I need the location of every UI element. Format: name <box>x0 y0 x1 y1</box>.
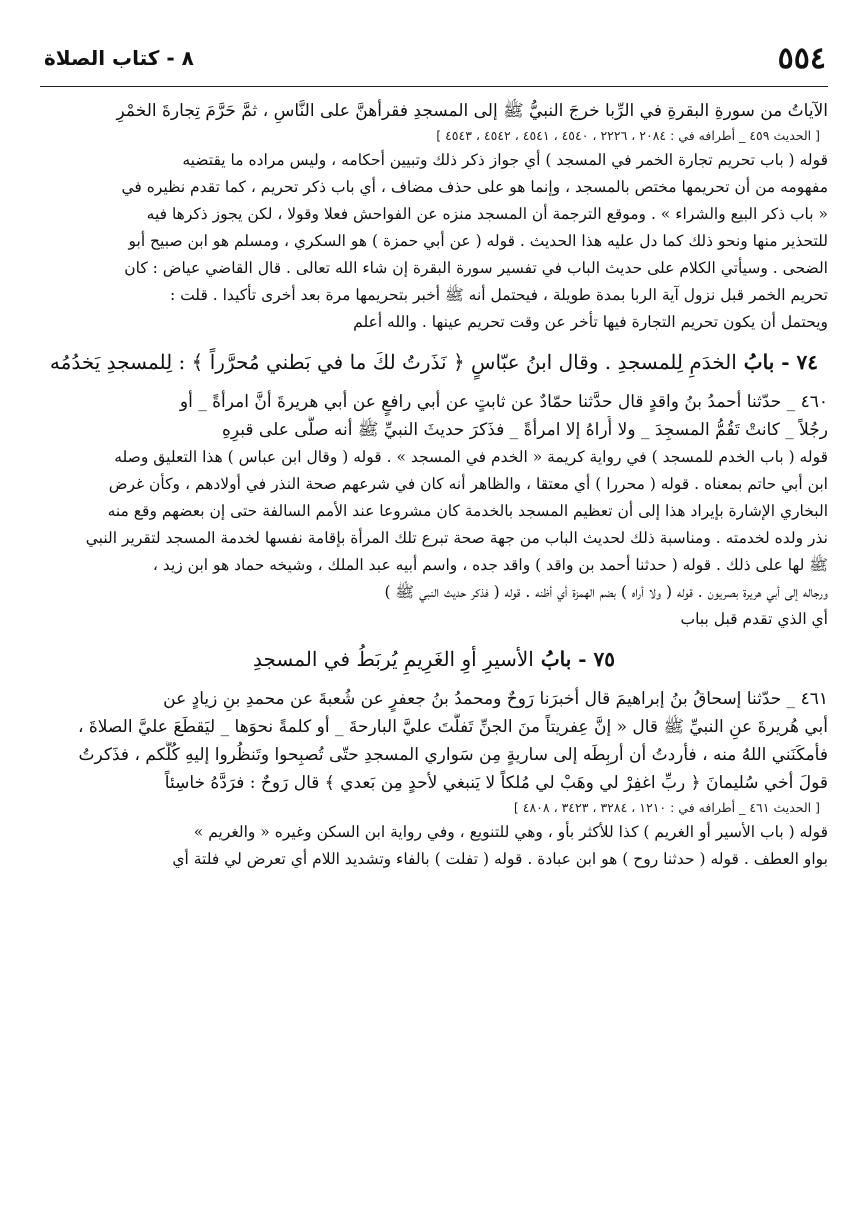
commentary-line: ورجاله إلى أبي هريرة بصريون . قوله ( ولا أراه ) بضم الهمزة أي أظنه . قوله ( فذكر حديث النبي ﷺ ) <box>384 583 828 601</box>
commentary-line: قوله ( باب تحريم تجارة الخمر في المسجد ) أي جواز ذكر ذلك وتبيين أحكامه ، وليس مراده ما يقتضيه <box>182 151 828 169</box>
chapter-title: الخدَمِ لِلمسجدِ . وقال ابنُ عبّاسٍ ﴿ نَذَرتُ لكَ ما في بَطني مُحرَّراً ﴾ : لِلمسجدِ يَخدُمُه <box>49 350 737 374</box>
chapter-number: ٧٤ - بابُ <box>743 350 818 374</box>
hadith-text-line: رجُلاً _ كانتْ تَقُمُّ المسجِدَ _ ولا أُراهُ إلا امرأةً _ فذَكرَ حديثَ النبيِّ ﷺ أنه صلَّى على قبرِهِ <box>221 420 828 440</box>
page-header <box>40 30 828 87</box>
commentary-line: نذر ولده لخدمته . ومناسبة ذلك لحديث الباب من جهة صحة تبرع تلك المرأة بإقامة نفسها لخدمة المسجد لتقرير النبي <box>85 529 828 547</box>
commentary-line: تحريم الخمر قبل نزول آية الربا بمدة طويلة ، فيحتمل أنه ﷺ أخبر بتحريمها مرة بعد أخرى تأكيدا . قلت : <box>169 286 828 304</box>
commentary-line: قوله ( باب الأسير أو الغريم ) كذا للأكثر بأو ، وهي للتنويع ، وفي رواية ابن السكن وغيره « والغريم » <box>193 823 828 841</box>
hadith-reference: [ الحديث ٤٥٩ _ أطرافه في : ٢٠٨٤ ، ٢٢٢٦ ، ٤٥٤٠ ، ٤٥٤١ ، ٤٥٤٢ ، ٤٥٤٣ ] <box>436 128 820 143</box>
hadith-text-line: ٤٦٠ _ حدّثنا أحمدُ بنُ واقدٍ قال حدَّثنا حمّادٌ عن ثابتٍ عن أبي رافعٍ عن أبي هريرةَ أنَّ امرأةً _ أو <box>179 392 828 412</box>
chapter-number: ٧٥ - بابُ <box>540 647 616 671</box>
commentary-line: قوله ( باب الخدم للمسجد ) في رواية كريمة « الخدم في المسجد » . قوله ( وقال ابن عباس ) هذا التعليق وصله <box>114 448 828 466</box>
commentary-line: بواو العطف . قوله ( حدثنا روح ) هو ابن عبادة . قوله ( تفلت ) بالفاء وتشديد اللام أي تعرض لي فلتة أي <box>172 850 828 868</box>
page-number: ٥٥٤ <box>777 40 826 76</box>
commentary-line: « باب ذكر البيع والشراء » . وموقع الترجمة أن المسجد منزه عن الفواحش فعلا وقولا ، لكن يجوز ذكرها فيه <box>146 205 828 223</box>
commentary-line: البخاري الإشارة بإيراد هذا إلى أن تعظيم المسجد بالخدمة كان مشروعا عند الأمم السالفة حتى إن بعضهم وقع منه <box>107 502 828 520</box>
commentary-line: ويحتمل أن يكون تحريم التجارة فيها تأخر عن وقت تحريم عينها . والله أعلم <box>353 313 828 331</box>
book-title: ٨ - كتاب الصلاة <box>44 46 194 70</box>
chapter-heading <box>40 342 828 382</box>
commentary-line: ﷺ لها على ذلك . قوله ( حدثنا أحمد بن واقد ) واقد جده ، واسم أبيه عبد الملك ، وشيخه حماد هو ابن زيد ، <box>152 556 828 574</box>
commentary-line: مفهومه من أن تحريمها مختص بالمسجد ، وإنما هو على حذف مضاف ، أي باب ذكر تحريم ، كما تقدم نظيره في <box>121 178 828 196</box>
commentary-line: أي الذي تقدم قبل بباب <box>680 610 828 628</box>
hadith-text-line: فأمكَنَني اللهُ منه ، فأردتُ أن أربِطَه إلى ساريةٍ مِن سَواري المسجدِ حتّى تُصبِحوا وتَنظُروا إليهِ كُلُّكم ، فذَكرتُ <box>78 745 828 765</box>
commentary-line: ابن أبي حاتم بمعناه . قوله ( محررا ) أي معتقا ، والظاهر أنه كان في شرعهم صحة النذر في أولادهم ، وكأن غرض <box>108 475 828 493</box>
book-page <box>40 30 828 1200</box>
hadith-reference: [ الحديث ٤٦١ _ أطرافه في : ١٢١٠ ، ٣٢٨٤ ، ٣٤٢٣ ، ٤٨٠٨ ] <box>513 800 820 815</box>
hadith-text-line: أبي هُريرةَ عنِ النبيِّ ﷺ قال « إنَّ عِفريتاً منَ الجنِّ تَفلَّتَ عليَّ البارحةَ _ أو كلمةً نحوَها _ ليَقطَعَ عليَّ الصلاةَ ، <box>77 717 828 737</box>
chapter-title: الأسيرِ أوِ الغَرِيمِ يُربَطُ في المسجدِ <box>252 647 534 671</box>
page-content <box>40 97 828 873</box>
hadith-text-line: قولَ أخي سُليمانَ ﴿ ربِّ اغفِرْ لي وهَبْ لي مُلكاً لا يَنبغي لأحدٍ مِن بَعدي ﴾ قال رَوحٌ : فرَدَّهُ خاسِئاً <box>164 773 828 793</box>
chapter-heading <box>40 639 828 679</box>
hadith-text-line: الآياتُ من سورةِ البقرةِ في الرِّبا خرجَ النبيُّ ﷺ إلى المسجدِ فقرأهنَّ على النَّاسِ ، ثمَّ حَرَّمَ تِجارةَ الخمْرِ <box>116 101 828 121</box>
commentary-line: للتحذير منها ونحو ذلك كما دل عليه هذا الحديث . قوله ( عن أبي حمزة ) هو السكري ، ومسلم هو ابن صبيح أبو <box>128 232 828 250</box>
commentary-line: الضحى . وسيأتي الكلام على حديث الباب في تفسير سورة البقرة إن شاء الله تعالى . قال القاضي عياض : كان <box>124 259 828 277</box>
hadith-text-line: ٤٦١ _ حدّثنا إسحاقُ بنُ إبراهيمَ قال أخبرَنا رَوحٌ ومحمدُ بنُ جعفرٍ عن شُعبةَ عن محمدِ بنِ زيادٍ عن <box>163 689 828 709</box>
